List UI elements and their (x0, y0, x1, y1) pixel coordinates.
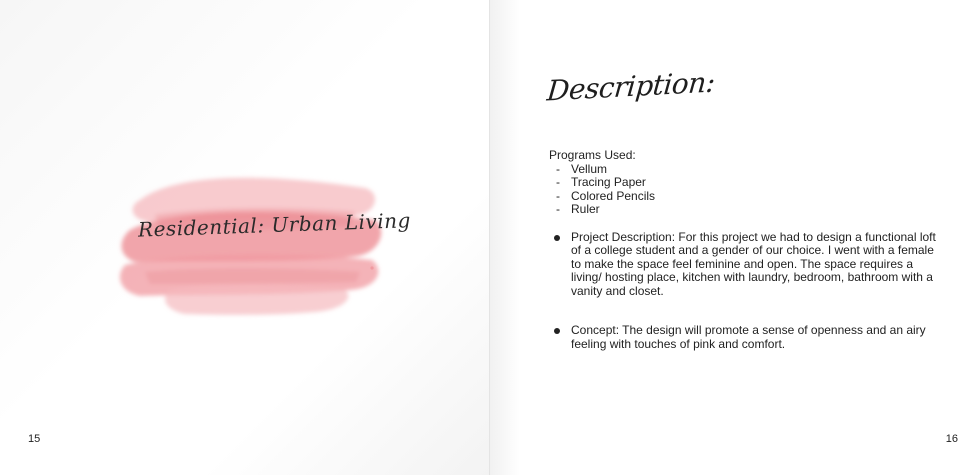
page-title: Residential: Urban Living (137, 208, 412, 242)
description-content (549, 149, 939, 351)
list-item: - Ruler (556, 202, 600, 216)
list-item: - Vellum (556, 161, 608, 176)
page-number: 16 (945, 433, 958, 445)
page-number: 15 (28, 433, 41, 445)
list-item: - Colored Pencils (556, 188, 656, 203)
right-page (490, 0, 980, 475)
list-item: - Tracing Paper (556, 175, 646, 189)
programs-list (549, 163, 939, 217)
concept-description: Concept: The design will promote a sense of openness and an airy feeling with touches of pink and comfort. (549, 324, 939, 351)
page-gutter (489, 0, 490, 475)
watercolor-brush-stroke (110, 160, 412, 325)
description-bullets (549, 231, 939, 352)
project-description: Project Description: For this project we had to design a functional loft of a college student and a gender of our choice. I went with a female to make the space feel feminine and open. The space requires a living/ hosting place, kitchen with laundry, bedroom, bathroom with a vanity and closet. (549, 231, 939, 299)
bullet-icon (554, 328, 560, 334)
description-heading: Description: (545, 65, 717, 108)
bullet-icon (554, 235, 560, 241)
programs-label: Programs Used: (549, 148, 636, 162)
